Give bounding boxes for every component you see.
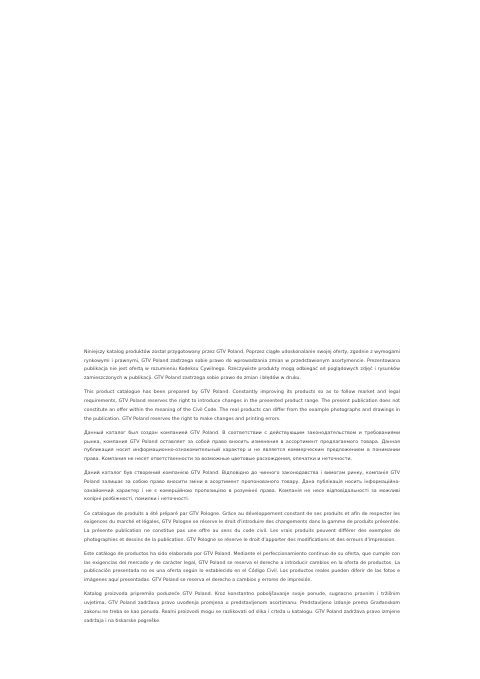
disclaimer-spanish: Este catálogo de productos ha sido elaborado por GTV Poland. Mediante el perfeccionamiento continuo de su oferta, que cumple con las exigencias del mercado y de carácter legal, GTV Poland se reserva el derecho a introducir cambios en la oferta de productos. La publicación presentada no es una oferta según lo establecido en el Código Civil. Los productos reales pueden diferir de las fotos e imágenes aquí presentadas. GTV Poland se reserva el derecho a cambios y errores de impresión. [84, 552, 400, 584]
disclaimer-french: Ce catalogue de produits a été préparé par GTV Pologne. Grâce au développement constant de ses produits et afin de respecter les exigences du marché et légales, GTV Pologne se réserve le droit d'introduire des changements dans la gamme de produits présentée. La présente publication ne constitue pas une offre au sens du code civil. Les vrais produits peuvent différer des exemples de photographies et dessins de la publication. GTV Pologne se réserve le droit d'apporter des modifications et des erreurs d'impression. [84, 511, 400, 543]
disclaimer-croatian: Katalog proizvoda pripremilo poduzeće GTV Poland. Kroz konstantno poboljšavanje svoje ponude, sugласno pravnim i tržišnim uvjetima, GTV Poland zadržava pravo uvođenja promjena u predstavljenom asortimanu. Predstavljeno izdanje prema Građanskom zakonu ne treba se kao ponuda. Realni proizvodi mogu se razlikovati od slika i crteža u katalogu. GTV Poland zadržava pravo izmjene sadržaja i na tiskarske pogreške. [84, 592, 400, 624]
disclaimer-polish: Niniejszy katalog produktów został przygotowany przez GTV Poland. Poprzez ciągłe udoskonalanie swojej oferty, zgodnie z wymogami rynkowymi i prawnymi, GTV Poland zastrzega sobie prawo do wprowadzania zmian w przedstawionym asortymencie. Prezentowana publikacja nie jest ofertą w rozumieniu Kodeksu Cywilnego. Rzeczywiste produkty mogą odbiegać od poglądowych zdjęć i rysunków zamieszczonych w publikacji. GTV Poland zastrzega sobie prawo do zmian i błędów w druku. [84, 350, 400, 382]
legal-disclaimer-block [84, 349, 400, 632]
disclaimer-ukrainian: Даний каталог був створений компанією GTV Poland. Відповідно до чинного законодавства і вимогам ринку, компанія GTV Poland залишає за собою право вносити зміни в асортимент пропонованого товару. Дана публікація носить інформаційно-ознайомчий характер і не є комерційною пропозицією в розумінні права. Компанія не несе відповідальності за можливі колірні розбіжності, помилки і неточності. [84, 471, 400, 503]
disclaimer-english: This product catalogue has been prepared by GTV Poland. Constantly improving its products so as to follow market and legal requirements, GTV Poland reserves the right to introduce changes in the presented product range. The present publication does not constitute an offer within the meaning of the Civil Code. The real products can differ from the example photographs and drawings in the publication. GTV Poland reserves the right to make changes and printing errors. [84, 390, 400, 422]
disclaimer-russian: Данный каталог был создан компанией GTV Poland. В соответствии с действующим законодательством и требованиями рынка, компания GTV Poland оставляет за собой право вносить изменения в ассортимент предлагаемого товара. Данная публикация носит информационно-ознакомительный характер и не является коммерческим предложением в понимании права. Компания не несет ответственности за возможные цветовые расхождения, опечатки и неточности. [84, 430, 400, 462]
